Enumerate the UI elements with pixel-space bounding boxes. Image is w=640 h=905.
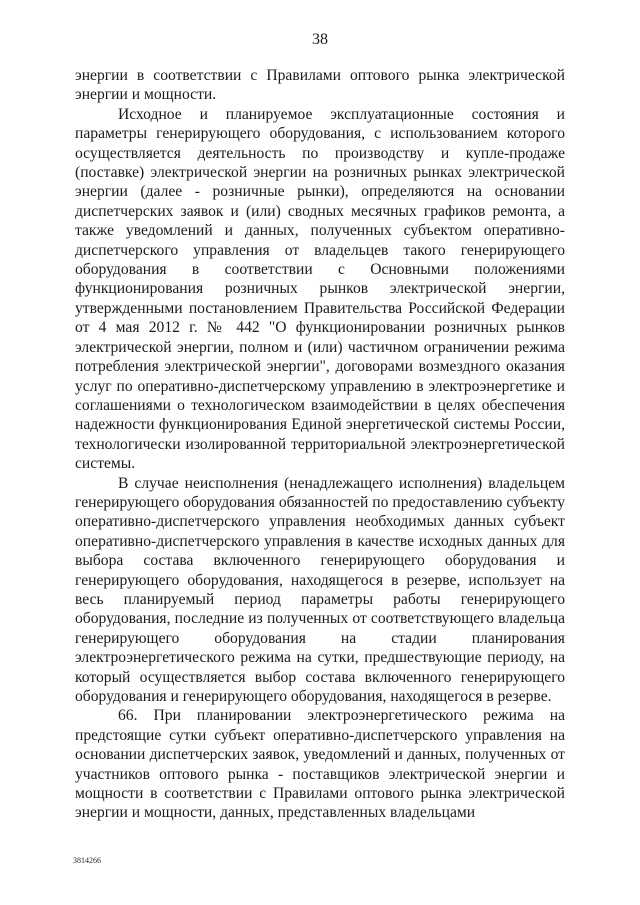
page-number: 38 [312,31,328,48]
paragraph-non-fulfillment: В случае неисполнения (ненадлежащего исполнения) владельцем генерирующего оборудования обязанностей по предоставлению субъекту оперативно-диспетчерского управления необходимых данных субъект оперативно-диспетчерского управления в качестве исходных данных для выбора состава включенного генерирующего оборудования и генерирующего оборудования, находящегося в резерве, использует на весь планируемый период параметры работы генерирующего оборудования, последние из полученных от соответствующего владельца генерирующего оборудования на стадии планирования электроэнергетического режима на сутки, предшествующие периоду, на который осуществляется выбор состава включенного генерирующего оборудования и генерирующего оборудования, находящегося в резерве. [75,474,565,705]
document-code: 3814266 [73,856,101,865]
paragraph-clause-66: 66. При планировании электроэнергетического режима на предстоящие сутки субъект оперативно-диспетчерского управления на основании диспетчерских заявок, уведомлений и данных, полученных от участников оптового рынка - поставщиков электрической энергии и мощности в соответствии с Правилами оптового рынка электрической энергии и мощности, данных, представленных владельцами [75,707,565,822]
document-body [75,66,565,823]
paragraph-continuation: энергии в соответствии с Правилами оптового рынка электрической энергии и мощности. [75,67,565,104]
paragraph-initial-state: Исходное и планируемое эксплуатационные состояния и параметры генерирующего оборудования, с использованием которого осуществляется деятельность по производству и купле-продаже (поставке) электрической энергии на розничных рынках электрической энергии (далее - розничные рынки), определяются на основании диспетчерских заявок и (или) сводных месячных графиков ремонта, а также уведомлений и данных, полученных субъектом оперативно-диспетчерского управления от владельцев такого генерирующего оборудования в соответствии с Основными положениями функционирования розничных рынков электрической энергии, утвержденными постановлением Правительства Российской Федерации от 4 мая 2012 г. № 442 "О функционировании розничных рынков электрической энергии, полном и (или) частичном ограничении режима потребления электрической энергии", договорами возмездного оказания услуг по оперативно-диспетчерскому управлению в электроэнергетике и соглашениями о технологическом взаимодействии в целях обеспечения надежности функционирования Единой энергетической системы России, технологически изолированной территориальной электроэнергетической системы. [75,105,565,473]
